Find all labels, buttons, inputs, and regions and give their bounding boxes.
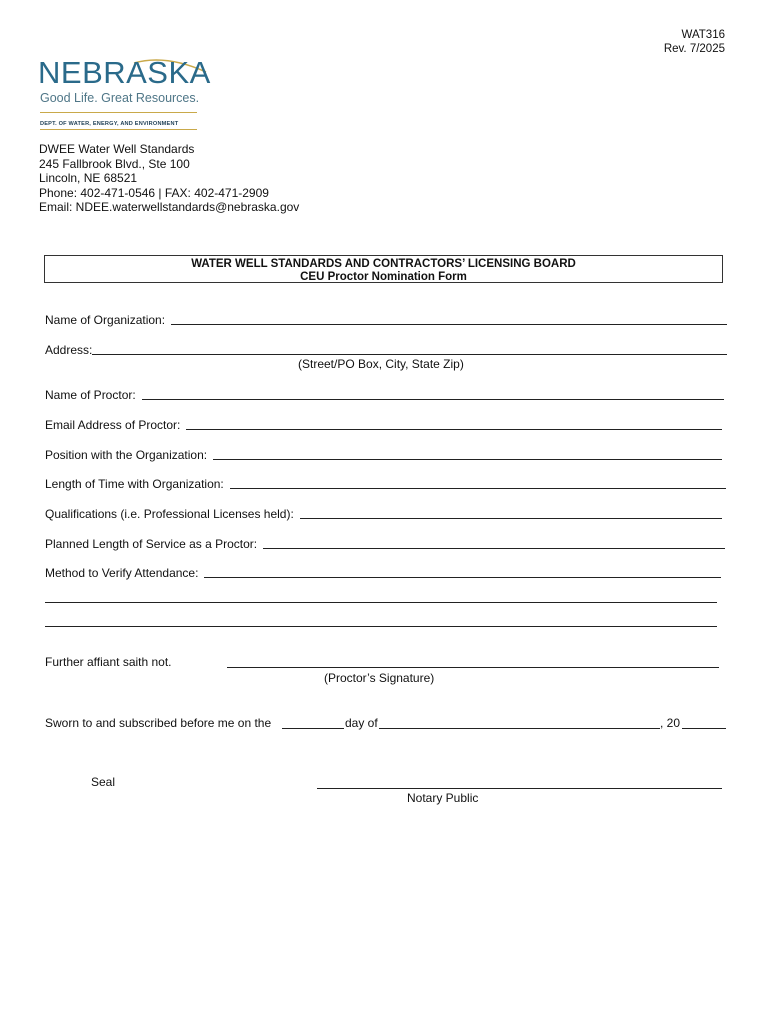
logo-department: DEPT. OF WATER, ENERGY, AND ENVIRONMENT [40,121,179,127]
form-title: CEU Proctor Nomination Form [300,271,467,283]
sworn-day-label: day of [345,716,378,730]
position-input-line[interactable] [213,459,722,460]
address-label: Address: [45,343,93,357]
position-label: Position with the Organization: [45,448,208,462]
board-title-box [44,255,723,283]
form-code: WAT316 [681,29,725,41]
organization-field[interactable] [45,311,727,327]
planned-length-field[interactable] [45,535,725,551]
method-field[interactable] [45,564,721,580]
address-input-line[interactable] [92,354,727,355]
organization-input-line[interactable] [171,324,727,325]
planned-length-input-line[interactable] [263,548,725,549]
notary-signature-line[interactable] [317,788,722,789]
planned-length-label: Planned Length of Service as a Proctor: [45,537,258,551]
sworn-prefix: Sworn to and subscribed before me on the [45,716,272,730]
sworn-month-line[interactable] [379,728,660,729]
length-time-input-line[interactable] [230,488,726,489]
contact-block [39,142,299,215]
form-revision: Rev. 7/2025 [663,43,725,55]
logo-tagline: Good Life. Great Resources. [40,91,200,105]
length-time-field[interactable] [45,475,726,491]
logo-rule-top [40,112,197,113]
logo-wordmark: NEBRASKA [38,55,211,90]
method-input-line-3[interactable] [45,626,717,627]
nebraska-logo [38,56,210,132]
qualifications-input-line[interactable] [300,518,722,519]
method-input-line[interactable] [204,577,721,578]
contact-street: 245 Fallbrook Blvd., Ste 100 [39,156,190,171]
proctor-name-field[interactable] [45,386,724,402]
position-field[interactable] [45,446,722,462]
sworn-year-line[interactable] [682,728,726,729]
qualifications-field[interactable] [45,505,722,521]
sworn-day-line[interactable] [282,728,344,729]
proctor-email-field[interactable] [45,416,722,432]
proctor-email-label: Email Address of Proctor: [45,418,181,432]
proctor-email-input-line[interactable] [186,429,722,430]
contact-phone-fax: Phone: 402-471-0546 | FAX: 402-471-2909 [39,185,269,200]
logo-rule-bottom [40,129,197,130]
contact-email: Email: NDEE.waterwellstandards@nebraska.gov [39,200,300,214]
affiant-statement: Further affiant saith not. [45,655,172,669]
proctor-name-input-line[interactable] [142,399,724,400]
sworn-year-label: , 20 [660,716,681,730]
seal-label: Seal [91,775,116,789]
form-id [664,28,725,56]
address-field[interactable] [45,341,727,357]
address-hint: (Street/PO Box, City, State Zip) [298,357,464,371]
method-input-line-2[interactable] [45,602,717,603]
proctor-name-label: Name of Proctor: [45,388,136,402]
method-label: Method to Verify Attendance: [45,566,199,580]
contact-city: Lincoln, NE 68521 [39,171,138,185]
notary-label: Notary Public [407,791,479,805]
board-title: WATER WELL STANDARDS AND CONTRACTORS’ LICENSING BOARD [191,258,576,270]
length-time-label: Length of Time with Organization: [45,477,224,491]
proctor-signature-label: (Proctor’s Signature) [324,671,435,685]
proctor-signature-line[interactable] [227,667,719,668]
organization-label: Name of Organization: [45,313,166,327]
qualifications-label: Qualifications (i.e. Professional Licenses held): [45,507,294,521]
contact-office: DWEE Water Well Standards [39,142,195,156]
